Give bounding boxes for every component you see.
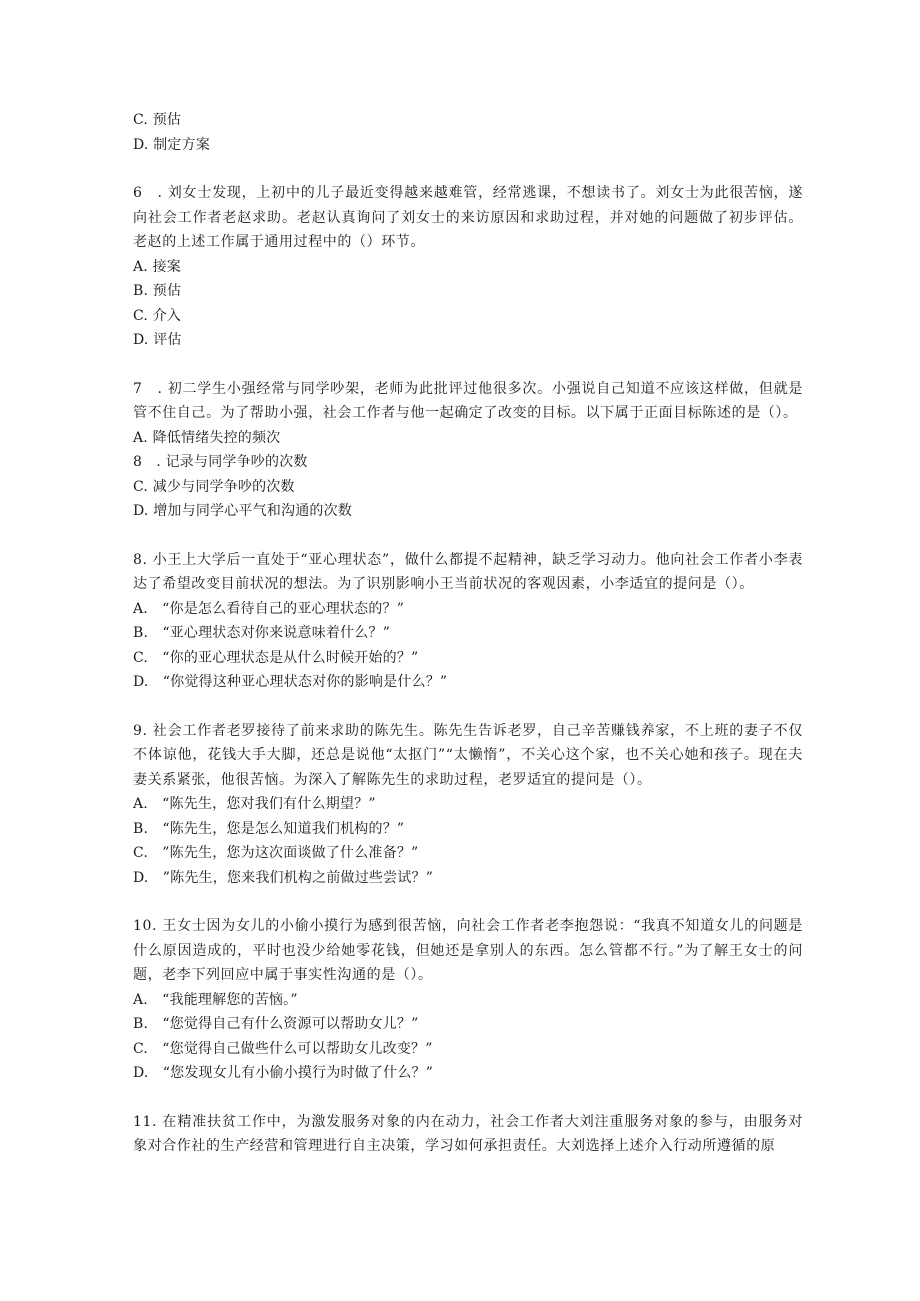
document-page (133, 108, 803, 1159)
question-8 (133, 548, 803, 695)
option-d: D. 评估 (133, 332, 182, 348)
question-11 (133, 1110, 803, 1159)
question-stem: 11. 在精准扶贫工作中，为激发服务对象的内在动力，社会工作者大刘注重服务对象的参与，由服务对象对合作社的生产经营和管理进行自主决策，学习如何承担责任。大刘选择上述介入行动所遵循的原 (133, 1113, 803, 1154)
option-c: C. ”陈先生，您为这次面谈做了什么准备？” (133, 845, 419, 861)
option-b: B. “亚心理状态对你来说意味着什么？” (133, 625, 391, 641)
option-d: D. 制定方案 (133, 136, 211, 153)
option-a: A. “陈先生，您对我们有什么期望？” (133, 796, 376, 812)
option-b: 8 . 记录与同学争吵的次数 (133, 454, 308, 470)
option-a: A. “你是怎么看待自己的亚心理状态的？” (133, 600, 405, 617)
question-stem: 9. 社会工作者老罗接待了前来求助的陈先生。陈先生告诉老罗，自己辛苦赚钱养家，不上班的妻子不仅不体谅他，花钱大手大脚，还总是说他“太抠门”“太懒惰”，不关心这个家，也不关心她和孩子。现在夫妻关系紧张，他很苦恼。为深入了解陈先生的求助过程，老罗适宜的提问是（）。 (133, 722, 803, 788)
question-stem: 8. 小王上大学后一直处于“亚心理状态”，做什么都提不起精神，缺乏学习动力。他向社会工作者小李表达了希望改变目前状况的想法。为了识别影响小王当前状况的客观因素，小李适宜的提问是（）。 (133, 551, 803, 592)
option-c: C. 减少与同学争吵的次数 (133, 478, 295, 495)
option-d: D. “你觉得这种亚心理状态对你的影响是什么？” (133, 674, 448, 690)
question-10 (133, 914, 803, 1086)
option-b: B. 预估 (133, 283, 182, 299)
option-a: A. 降低情绪失控的频次 (133, 429, 281, 446)
question-9 (133, 719, 803, 891)
option-b: B. “您觉得自己有什么资源可以帮助女儿？” (133, 1016, 419, 1032)
option-c: C. 介入 (133, 307, 182, 324)
option-a: A. 接案 (133, 258, 182, 275)
option-d: D. 增加与同学心平气和沟通的次数 (133, 503, 353, 519)
option-d: D. “您发现女儿有小偷小摸行为时做了什么？” (133, 1065, 434, 1081)
question-stem: 6 . 刘女士发现，上初中的儿子最近变得越来越难管，经常逃课，不想读书了。刘女士为此很苦恼，遂向社会工作者老赵求助。老赵认真询问了刘女士的来访原因和求助过程，并对她的问题做了初步评估。老赵的上述工作属于通用过程中的（）环节。 (133, 185, 803, 250)
option-c: C. “您觉得自己做些什么可以帮助女儿改变？” (133, 1040, 433, 1057)
question-stem: 10. 王女士因为女儿的小偷小摸行为感到很苦恼，向社会工作者老李抱怨说：“我真不知道女儿的问题是什么原因造成的，平时也没少给她零花钱，但她还是拿别人的东西。怎么管都不行。”为了解王女士的问题，老李下列回应中属于事实性沟通的是（）。 (133, 918, 803, 983)
option-d: D. ”陈先生，您来我们机构之前做过些尝试？” (133, 869, 434, 886)
option-c: C. “你的亚心理状态是从什么时候开始的？” (133, 649, 419, 666)
question-6 (133, 181, 803, 353)
question-5-tail (133, 108, 803, 157)
option-b: B. “陈先生，您是怎么知道我们机构的？” (133, 820, 405, 837)
question-7 (133, 377, 803, 524)
question-stem: 7 . 初二学生小强经常与同学吵架，老师为此批评过他很多次。小强说自己知道不应该这样做，但就是管不住自己。为了帮助小强，社会工作者与他一起确定了改变的目标。以下属于正面目标陈述的是（）。 (133, 380, 803, 421)
option-a: A. “我能理解您的苦恼。” (133, 991, 298, 1008)
option-c: C. 预估 (133, 112, 182, 128)
